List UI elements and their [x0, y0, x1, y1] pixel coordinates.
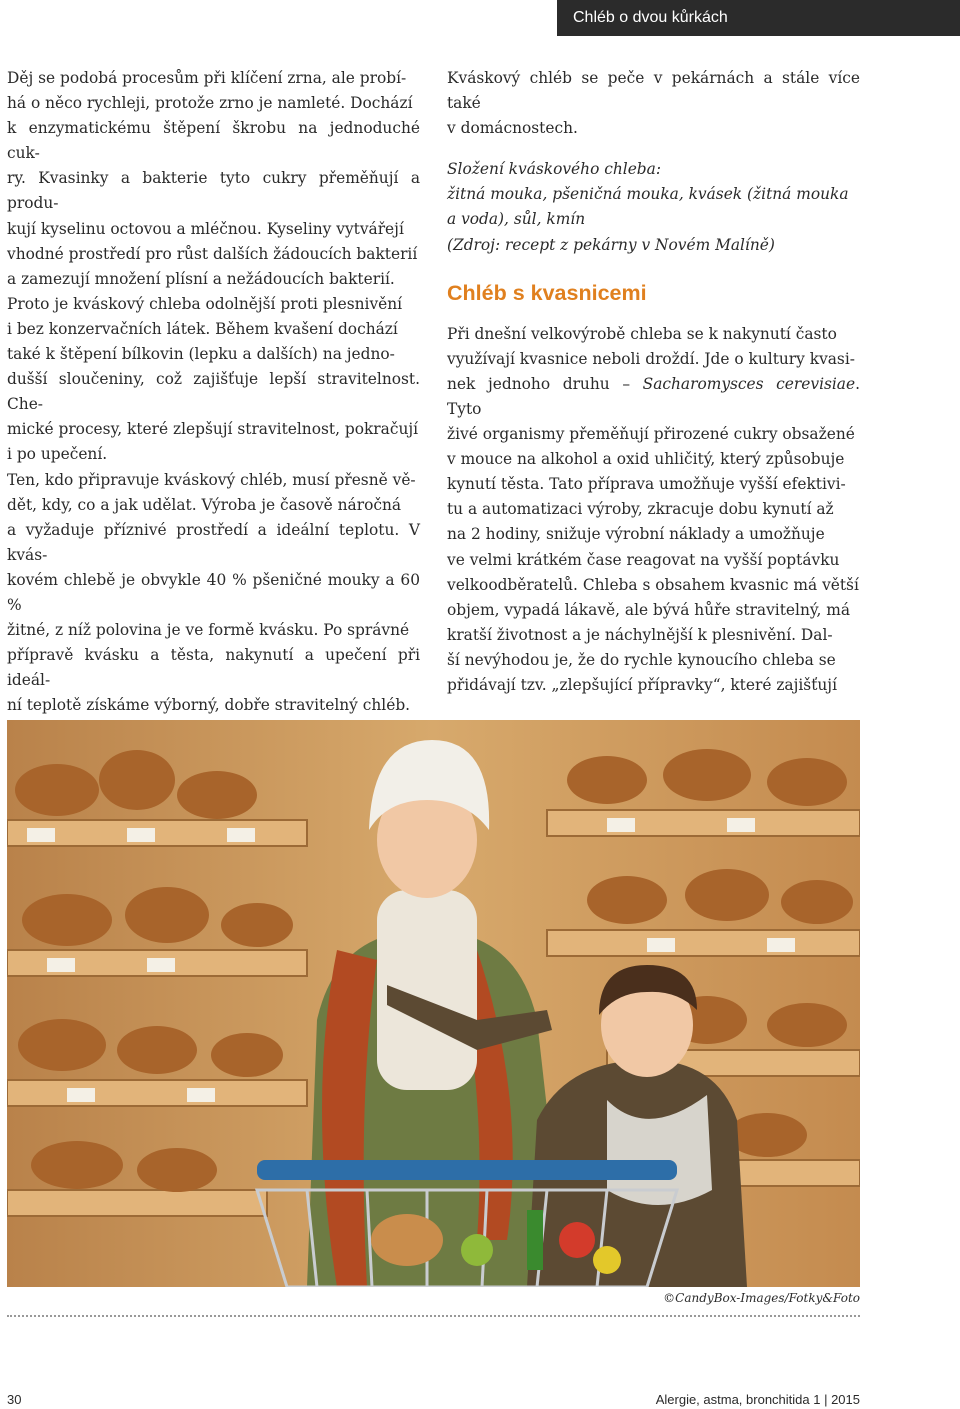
text-line: Kváskový chléb se peče v pekárnách a stále více také — [447, 69, 860, 113]
text-line: objem, vypadá lákavě, ale bývá hůře stravitelný, má — [447, 600, 851, 619]
text-line: dět, kdy, co a jak udělat. Výroba je časově náročná — [7, 495, 402, 514]
text-line: také k štěpení bílkovin (lepku a dalších) na jedno- — [7, 345, 395, 364]
text-line: a vyžaduje příznivé prostředí a ideální teplotu. V kvás- — [7, 520, 420, 564]
text-line: vhodné prostředí pro růst dalších žádoucích bakterií — [7, 244, 418, 263]
species-name: Sacharomysces cerevisiae — [642, 374, 856, 393]
text-line: dušší sloučeniny, což zajišťuje lepší stravitelnost. Che- — [7, 370, 420, 414]
right-column — [447, 66, 860, 698]
text-line: přípravě kvásku a těsta, nakynutí a upečení při ideál- — [7, 646, 420, 690]
text-line: kovém chlebě je obvykle 40 % pšeničné mouky a 60 % — [7, 570, 420, 614]
text-line: Děj se podobá procesům při klíčení zrna, ale probí- — [7, 69, 407, 87]
text-line: v domácnostech. — [447, 119, 578, 138]
recipe-line: žitná mouka, pšeničná mouka, kvásek (žitná mouka — [447, 185, 849, 204]
text-line: ní teplotě získáme výborný, dobře stravitelný chléb. — [7, 696, 411, 715]
recipe-title: Složení kváskového chleba: — [447, 160, 662, 179]
text-line: i bez konzervačních látek. Během kvašení dochází — [7, 319, 398, 338]
text-line: kratší životnost a je náchylnější k plesnivění. Dal- — [447, 625, 833, 644]
text-line: Proto je kváskový chleba odolnější proti plesnivění — [7, 294, 403, 313]
text-line: tu a automatizaci výroby, zkracuje dobu kynutí až — [447, 500, 834, 519]
text-line: k enzymatickému štěpení škrobu na jednoduché cuk- — [7, 119, 420, 163]
text-line: kynutí těsta. Tato příprava umožňuje vyšší efektivi- — [447, 475, 846, 494]
running-header: Chléb o dvou kůrkách — [557, 0, 960, 36]
text-line: v mouce na alkohol a oxid uhličitý, který způsobuje — [447, 450, 845, 469]
text-line — [447, 372, 860, 422]
text-line: i po upečení. — [7, 445, 108, 464]
bakery-photo — [7, 720, 860, 1287]
page-number: 30 — [7, 1392, 22, 1407]
text-line: ší nevýhodou je, že do rychle kynoucího chleba se — [447, 650, 836, 669]
recipe-box — [447, 157, 860, 257]
text-line: Při dnešní velkovýrobě chleba se k nakynutí často — [447, 324, 837, 343]
text-line: ve velmi krátkém čase reagovat na vyšší poptávku — [447, 550, 840, 569]
text-span: . Tyto — [447, 374, 861, 418]
text-line: využívají kvasnice neboli droždí. Jde o kultury kvasi- — [447, 349, 855, 368]
text-line: ry. Kvasinky a bakterie tyto cukry přeměňují a produ- — [7, 169, 420, 213]
text-line: žitné, z níž polovina je ve formě kvásku. Po správné — [7, 621, 410, 640]
text-line: na 2 hodiny, snižuje výrobní náklady a umožňuje — [447, 525, 825, 544]
recipe-source: (Zdroj: recept z pekárny v Novém Malíně) — [447, 235, 775, 254]
section-heading: Chléb s kvasnicemi — [447, 280, 647, 305]
photo-credit: ©CandyBox-Images/Fotky&Foto — [663, 1291, 860, 1305]
recipe-line: a voda), sůl, kmín — [447, 210, 586, 229]
text-line: mické procesy, které zlepšují stravitelnost, pokračují — [7, 420, 419, 439]
text-line: kují kyselinu octovou a mléčnou. Kyseliny vytvářejí — [7, 219, 404, 238]
text-line: Ten, kdo připravuje kváskový chléb, musí přesně vě- — [7, 470, 416, 489]
text-line: velkoodběratelů. Chleba s obsahem kvasnic má větší — [447, 575, 859, 594]
text-span: nek jednoho druhu – — [447, 374, 643, 393]
text-line: živé organismy přeměňují přirozené cukry obsažené — [447, 425, 855, 444]
text-line: a zamezují množení plísní a nežádoucích bakterií. — [7, 269, 395, 288]
text-line: přidávají tzv. „zlepšující přípravky“, které zajišťují — [447, 675, 837, 694]
text-line: há o něco rychleji, protože zrno je namleté. Dochází — [7, 94, 413, 113]
publication-name: Alergie, astma, bronchitida 1 | 2015 — [655, 1392, 860, 1407]
dotted-divider — [7, 1315, 860, 1317]
